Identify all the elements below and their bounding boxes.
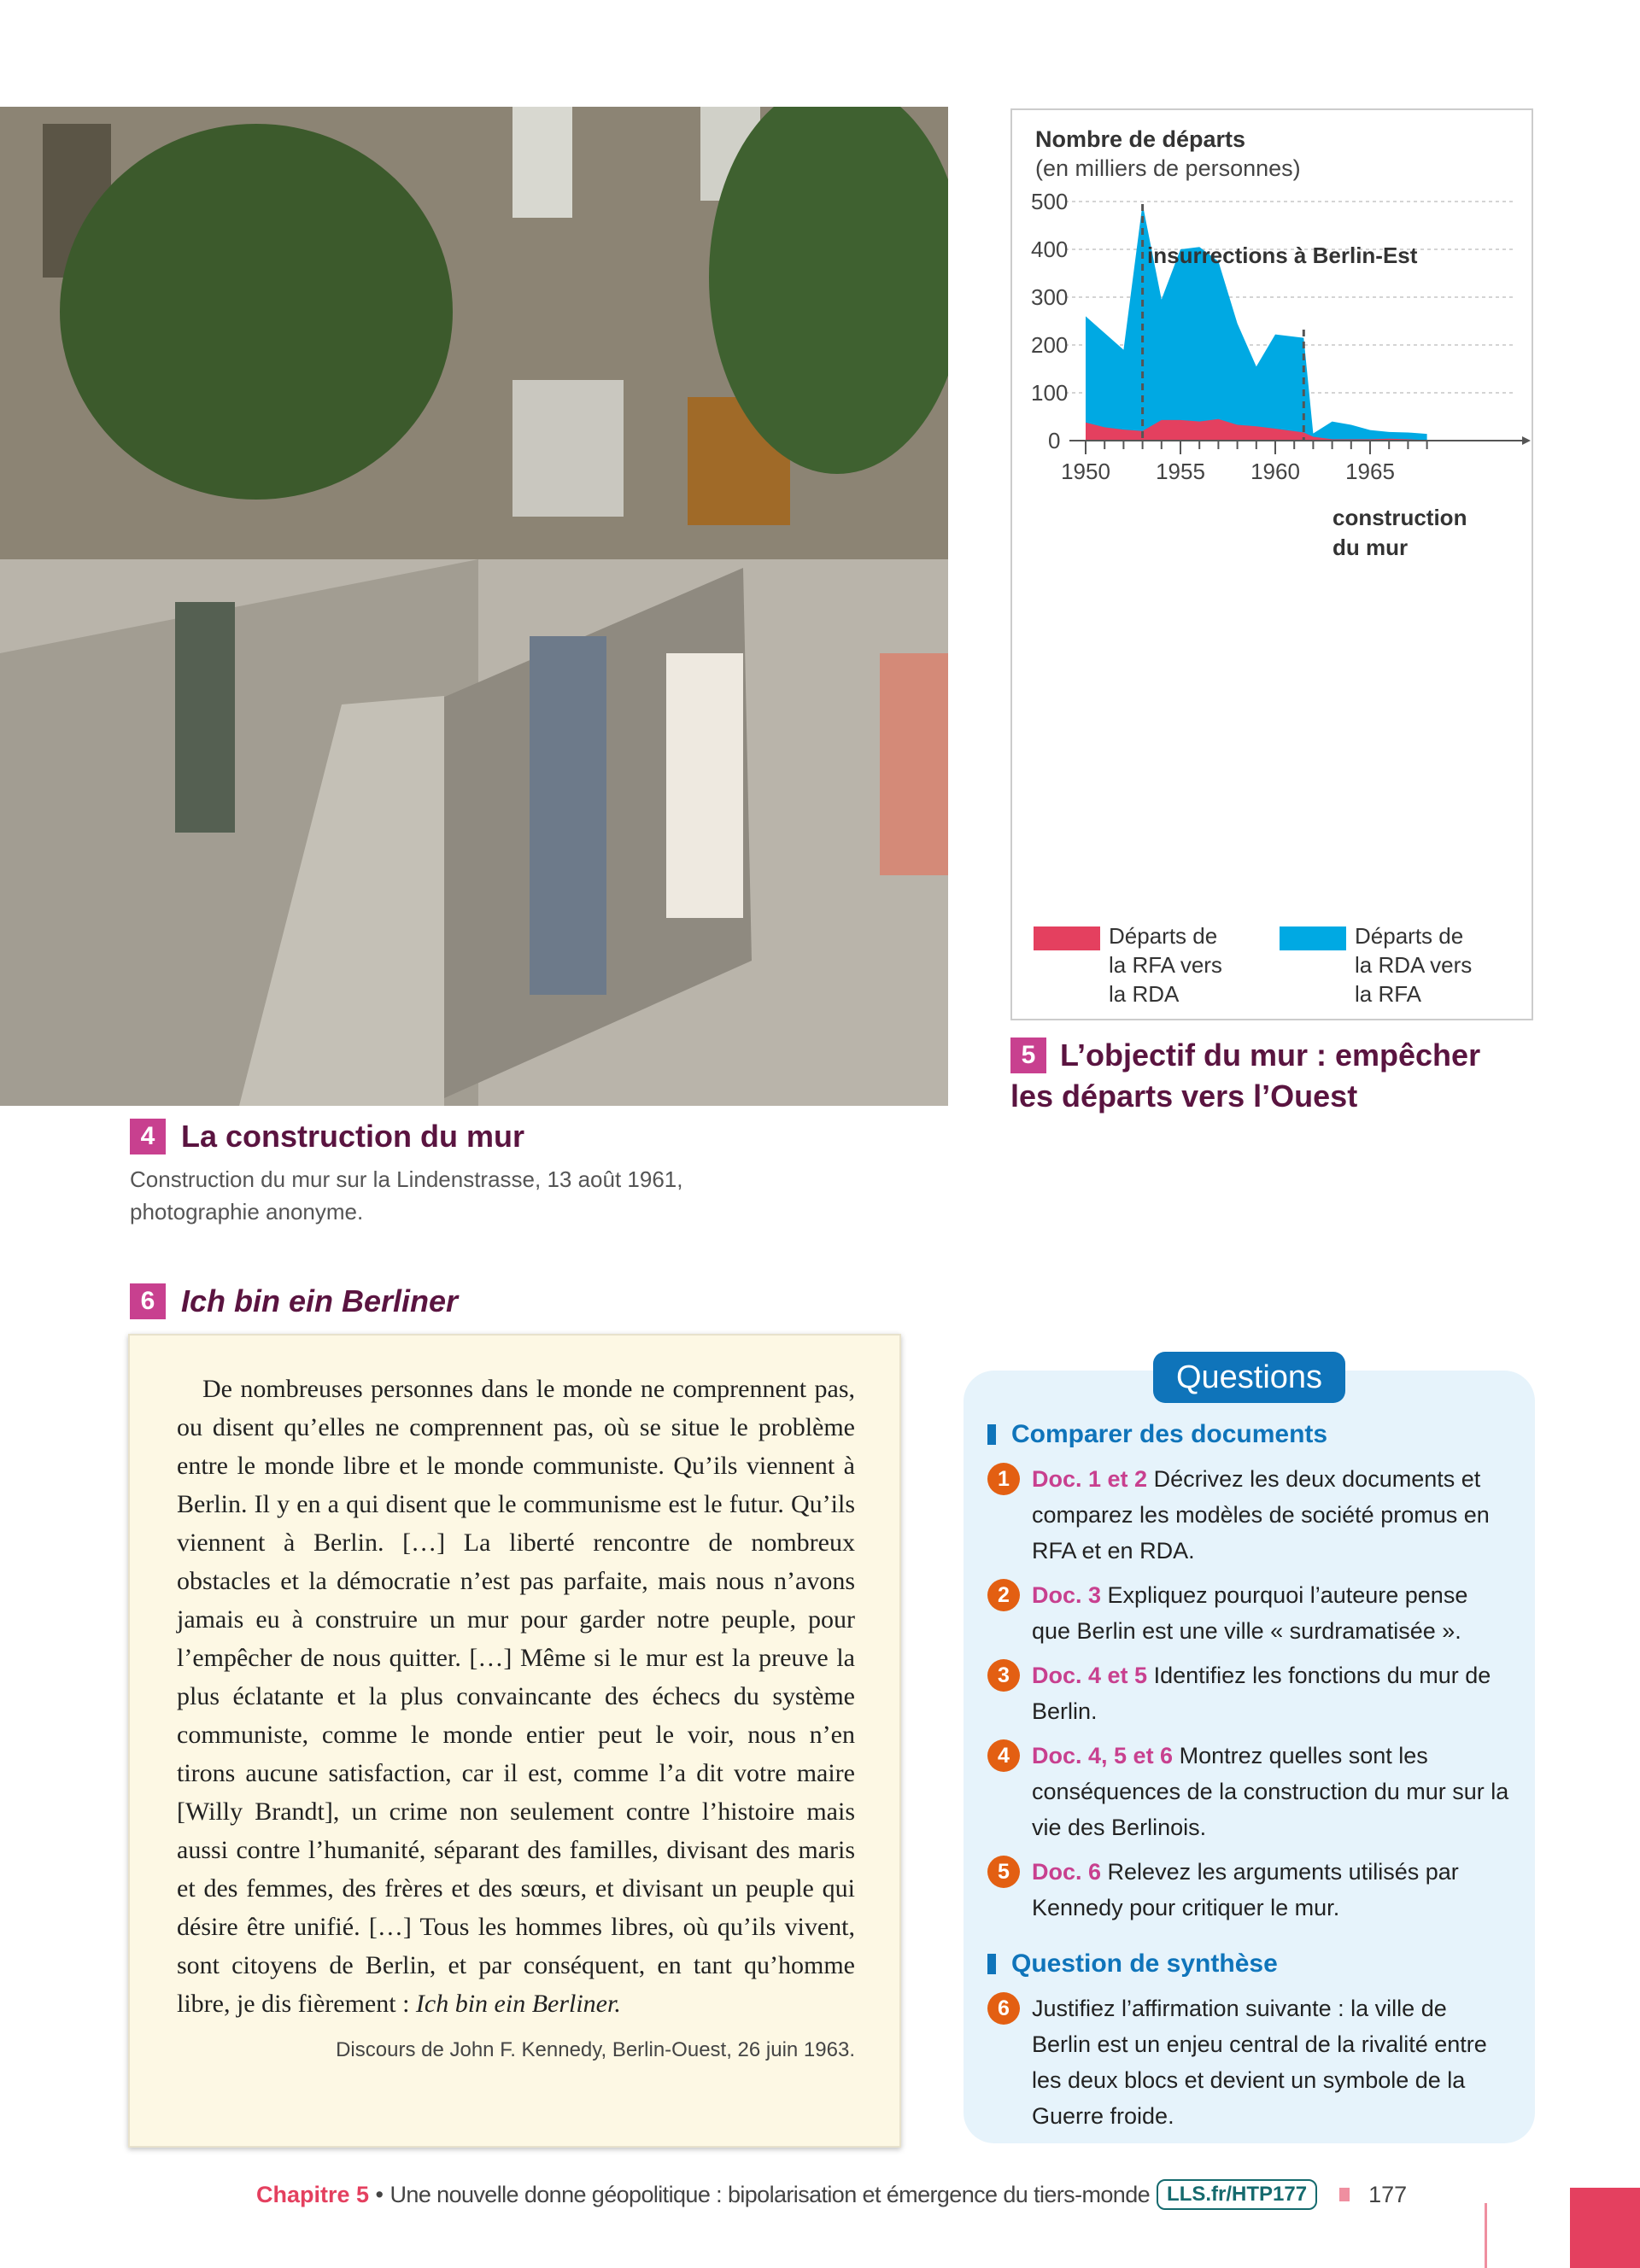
footer-chapter: Chapitre 5 — [256, 2181, 370, 2207]
legend-text: la RFA — [1355, 981, 1422, 1007]
doc5-title — [1010, 1035, 1480, 1117]
question-text — [1032, 1461, 1509, 1569]
y-tick-label: 0 — [1048, 428, 1061, 453]
legend-item-rfa-rda — [1034, 921, 1280, 1008]
question-body: Montrez quelles sont les conséquences de la construction du mur sur la vie des Berlinois. — [1032, 1743, 1509, 1840]
x-tick-label: 1955 — [1156, 459, 1205, 484]
question-ref: Doc. 3 — [1032, 1582, 1102, 1608]
kennedy-quote-box — [128, 1334, 901, 2148]
doc5-number: 5 — [1010, 1038, 1046, 1073]
doc6-heading — [130, 1283, 458, 1319]
doc6-number: 6 — [130, 1283, 166, 1319]
y-tick-label: 200 — [1031, 332, 1069, 358]
legend-item-rda-rfa — [1280, 921, 1472, 1008]
doc4-title: La construction du mur — [181, 1119, 525, 1154]
question-text: Justifiez l’affirmation suivante : la ville de Berlin est un enjeu central de la rivalité entre les deux blocs et devient un symbole de la Guerre froide. — [1032, 1996, 1487, 2129]
chart-subtitle: (en milliers de personnes) — [1035, 155, 1301, 181]
question-number: 5 — [987, 1856, 1020, 1888]
doc4-caption-line2: photographie anonyme. — [130, 1199, 364, 1225]
question-item — [987, 1990, 1509, 2134]
question-item — [987, 1738, 1509, 1845]
footer-link[interactable]: LLS.fr/HTP177 — [1157, 2179, 1317, 2210]
legend-text: Départs de — [1109, 923, 1218, 949]
question-number: 2 — [987, 1579, 1020, 1611]
legend-text: la RDA — [1109, 981, 1180, 1007]
question-item — [987, 1461, 1509, 1569]
question-number: 6 — [987, 1992, 1020, 2025]
questions-label: Questions — [1153, 1352, 1345, 1403]
legend-swatch-red — [1034, 926, 1100, 950]
doc4-caption — [130, 1119, 683, 1228]
x-tick-label: 1965 — [1345, 459, 1395, 484]
area-series-rda-rfa — [1086, 204, 1427, 441]
photo-wall-construction — [0, 107, 948, 1106]
footer-separator: • — [369, 2181, 390, 2207]
quote-body: De nombreuses personnes dans le monde ne comprennent pas, ou disent qu’elles ne comprennent pas, où se situe le problème entre le monde libre et le monde communiste. Qu’ils viennent à Berlin. Il y en a qui disent que le communisme est le futur. Qu’ils viennent à Berlin. […] La liberté rencontre de nombreux obstacles et la démocratie n’est pas parfaite, mais nous n’avons jamais eu à construire un mur pour garder notre peuple, pour l’empêcher de nous quitter. […] Même si le mur est la preuve la plus éclatante et la plus convaincante des échecs du système communiste, comme le monde entier peut le voir, nous n’en tirons aucune satisfaction, car il est, comme l’a dit votre maire [Willy Brandt], un crime non seulement contre l’histoire mais aussi contre l’humanité, séparant des familles, divisant des maris et des femmes, des frères et des sœurs, et divisant un peuple qui désire être unifié. […] Tous les hommes libres, où qu’ils vivent, sont citoyens de Berlin, et par conséquent, en tant qu’homme libre, je dis fièrement : — [177, 1375, 855, 2018]
legend-text: Départs de — [1355, 923, 1464, 949]
legend-text: la RDA vers — [1355, 952, 1473, 978]
section-compare — [987, 1420, 1509, 1449]
question-text — [1032, 1577, 1509, 1649]
doc5-title-line1: L’objectif du mur : empêcher — [1060, 1038, 1481, 1073]
question-body: Identifiez les fonctions du mur de Berlin. — [1032, 1663, 1491, 1724]
question-body: Relevez les arguments utilisés par Kennedy pour critiquer le mur. — [1032, 1859, 1459, 1920]
departures-chart — [1010, 108, 1533, 1020]
page-number: 177 — [1368, 2181, 1408, 2207]
x-axis-arrow — [1522, 436, 1531, 445]
question-text — [1032, 1854, 1509, 1926]
chart-title: Nombre de départs — [1035, 126, 1246, 152]
questions-panel — [964, 1371, 1535, 2143]
question-number: 1 — [987, 1463, 1020, 1495]
x-tick-label: 1960 — [1250, 459, 1300, 484]
footer-marker-icon — [1339, 2188, 1350, 2201]
footer-divider — [1485, 2203, 1487, 2268]
y-tick-label: 100 — [1031, 380, 1069, 406]
doc6-title: Ich bin ein Berliner — [181, 1283, 459, 1318]
question-ref: Doc. 4, 5 et 6 — [1032, 1743, 1174, 1768]
section-title: Question de synthèse — [1011, 1949, 1278, 1978]
question-number: 4 — [987, 1739, 1020, 1772]
chart-legend — [1034, 921, 1472, 1008]
question-text — [1032, 1738, 1509, 1845]
question-body: Expliquez pourquoi l’auteure pense que Berlin est une ville « surdramatisée ». — [1032, 1582, 1468, 1644]
quote-italic: Ich bin ein Berliner. — [415, 1990, 621, 2018]
quote-source: Discours de John F. Kennedy, Berlin-Ouest, 26 juin 1963. — [336, 2038, 855, 2061]
y-tick-label: 300 — [1031, 284, 1069, 310]
question-ref: Doc. 6 — [1032, 1859, 1102, 1885]
x-tick-label: 1950 — [1061, 459, 1110, 484]
question-item — [987, 1854, 1509, 1926]
question-body: Décrivez les deux documents et comparez les modèles de société promus en RFA et en RDA. — [1032, 1466, 1490, 1564]
question-ref: Doc. 4 et 5 — [1032, 1663, 1148, 1688]
page-edge-tab — [1570, 2188, 1640, 2268]
legend-text: la RFA vers — [1109, 952, 1222, 978]
question-ref: Doc. 1 et 2 — [1032, 1466, 1148, 1492]
y-tick-label: 500 — [1031, 189, 1069, 214]
footer — [256, 2179, 1407, 2210]
annotation-construction-line1: construction — [1332, 505, 1467, 530]
question-text — [1032, 1657, 1509, 1729]
question-item — [987, 1577, 1509, 1649]
doc4-caption-line1: Construction du mur sur la Lindenstrasse, 13 août 1961, — [130, 1166, 683, 1192]
section-synthesis — [987, 1949, 1509, 1979]
question-number: 3 — [987, 1659, 1020, 1692]
y-tick-label: 400 — [1031, 237, 1069, 262]
legend-swatch-blue — [1280, 926, 1346, 950]
annotation-insurrections: insurrections à Berlin-Est — [1147, 243, 1418, 268]
section-bar-icon — [987, 1424, 996, 1445]
section-bar-icon — [987, 1954, 996, 1974]
section-title: Comparer des documents — [1011, 1420, 1328, 1448]
annotation-construction — [1332, 503, 1467, 563]
annotation-construction-line2: du mur — [1332, 535, 1409, 560]
footer-title: Une nouvelle donne géopolitique : bipolarisation et émergence du tiers-monde — [390, 2181, 1151, 2207]
question-item — [987, 1657, 1509, 1729]
doc5-title-line2: les départs vers l’Ouest — [1010, 1078, 1358, 1114]
doc4-number: 4 — [130, 1119, 166, 1154]
quote-text — [177, 1370, 855, 2023]
